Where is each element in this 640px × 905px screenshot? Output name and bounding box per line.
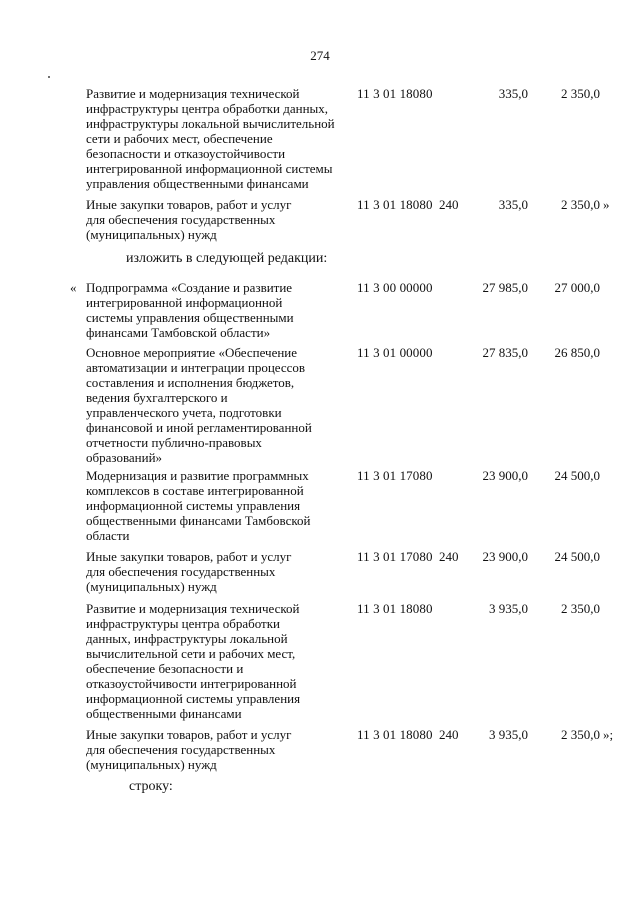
table-row xyxy=(0,345,640,465)
row-code: 11 3 01 17080 xyxy=(357,549,433,564)
row-tail: » xyxy=(603,197,610,212)
table-row xyxy=(0,86,640,192)
scan-speck xyxy=(48,76,50,78)
row-description: Иные закупки товаров, работ и услуг для обеспечения государственных (муниципальных) нужд xyxy=(86,549,292,594)
row-value-1: 27 985,0 xyxy=(482,280,528,295)
table-row xyxy=(0,280,640,340)
row-code: 11 3 01 18080 xyxy=(357,86,433,101)
row-code: 11 3 01 18080 xyxy=(357,727,433,742)
row-description: Основное мероприятие «Обеспечение автоматизации и интеграции процессов составления и исполнения бюджетов, ведения бухгалтерского и управленческого учета, подготовки финансовой и иной регламентированной отчетности публично-правовых образований» xyxy=(86,345,312,465)
table-row xyxy=(0,727,640,773)
row-description: Развитие и модернизация технической инфраструктуры центра обработки данных, инфраструктуры локальной вычислительной сети и рабочих мест, обеспечение безопасности и отказоустойчивости интегрированной информационной системы управления общественными финансами xyxy=(86,86,335,191)
row-value-1: 335,0 xyxy=(498,197,528,212)
row-value-2: 26 850,0 xyxy=(554,345,600,360)
row-value-2: 2 350,0 xyxy=(561,197,600,212)
page-number: 274 xyxy=(310,48,330,63)
row-value-2: 24 500,0 xyxy=(554,468,600,483)
row-code: 11 3 01 17080 xyxy=(357,468,433,483)
row-code: 11 3 01 00000 xyxy=(357,345,433,360)
row-code: 11 3 00 00000 xyxy=(357,280,433,295)
row-vr: 240 xyxy=(439,197,459,212)
row-description: Развитие и модернизация технической инфраструктуры центра обработки данных, инфраструктуры локальной вычислительной сети и рабочих мест, обеспечение безопасности и отказоустойчивости интегрированной информационной системы управления общественными финансами xyxy=(86,601,301,721)
edit-intro: изложить в следующей редакции: xyxy=(126,251,328,266)
row-code: 11 3 01 18080 xyxy=(357,197,433,212)
row-description: Иные закупки товаров, работ и услуг для обеспечения государственных (муниципальных) нужд xyxy=(86,727,292,772)
row-tail: »; xyxy=(603,727,614,742)
row-code: 11 3 01 18080 xyxy=(357,601,433,616)
row-vr: 240 xyxy=(439,727,459,742)
row-value-1: 335,0 xyxy=(498,86,528,101)
row-value-2: 24 500,0 xyxy=(554,549,600,564)
row-description: Иные закупки товаров, работ и услуг для обеспечения государственных (муниципальных) нужд xyxy=(86,197,292,242)
row-value-2: 2 350,0 xyxy=(561,727,600,742)
row-lead-quote: « xyxy=(70,280,77,295)
table-row xyxy=(0,468,640,544)
table-row xyxy=(0,601,640,721)
row-value-2: 2 350,0 xyxy=(561,86,600,101)
row-vr: 240 xyxy=(439,549,459,564)
table-row xyxy=(0,197,640,243)
row-description: Модернизация и развитие программных комплексов в составе интегрированной информационной системы управления общественными финансами Тамбовской области xyxy=(86,468,311,543)
row-value-1: 3 935,0 xyxy=(489,601,528,616)
row-value-2: 27 000,0 xyxy=(554,280,600,295)
row-value-1: 23 900,0 xyxy=(482,468,528,483)
row-value-1: 23 900,0 xyxy=(482,549,528,564)
table-row xyxy=(0,549,640,595)
row-value-1: 27 835,0 xyxy=(482,345,528,360)
row-description: Подпрограмма «Создание и развитие интегрированной информационной системы управления общественными финансами Тамбовской области» xyxy=(86,280,294,340)
row-value-2: 2 350,0 xyxy=(561,601,600,616)
row-value-1: 3 935,0 xyxy=(489,727,528,742)
closing-word: строку: xyxy=(129,779,173,794)
